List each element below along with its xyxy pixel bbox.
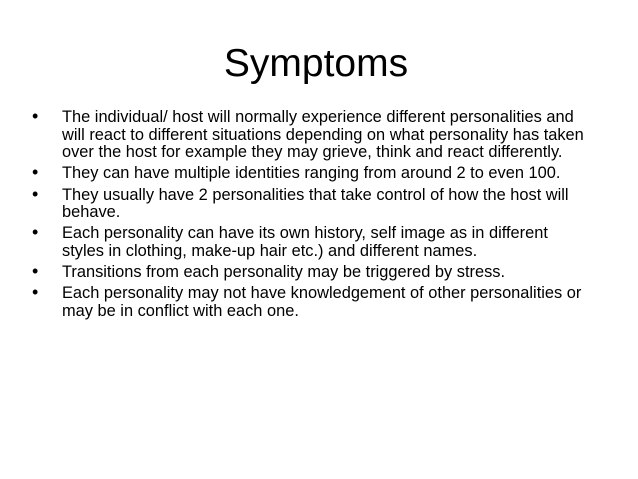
bullet-text: They can have multiple identities ranging from around 2 to even 100. (62, 164, 561, 183)
bullet-item (32, 282, 592, 320)
bullet-text: Transitions from each personality may be triggered by stress. (62, 263, 506, 282)
bullet-icon: • (32, 222, 39, 243)
bullet-text: Each personality can have its own history, self image as in different styles in clothing, make-up hair etc.) and different names. (62, 224, 548, 260)
bullet-item (32, 222, 592, 260)
bullet-text: Each personality may not have knowledgement of other personalities or may be in conflict with each one. (62, 284, 582, 320)
bullet-text: They usually have 2 personalities that take control of how the host will behave. (62, 185, 569, 222)
bullet-item (32, 183, 592, 222)
bullet-icon: • (32, 261, 39, 282)
bullet-icon: • (32, 183, 39, 204)
bullet-item (32, 162, 592, 183)
bullet-icon: • (32, 282, 39, 303)
bullet-list (32, 106, 592, 324)
bullet-icon: • (32, 106, 39, 126)
slide-title: Symptoms (223, 42, 409, 85)
bullet-item (32, 106, 592, 162)
bullet-item (32, 261, 592, 282)
bullet-icon: • (32, 162, 39, 183)
bullet-text: The individual/ host will normally experience different personalities and will react to different situations depending on what personality has taken over the host for example they may grieve, think and react differently. (62, 108, 584, 162)
